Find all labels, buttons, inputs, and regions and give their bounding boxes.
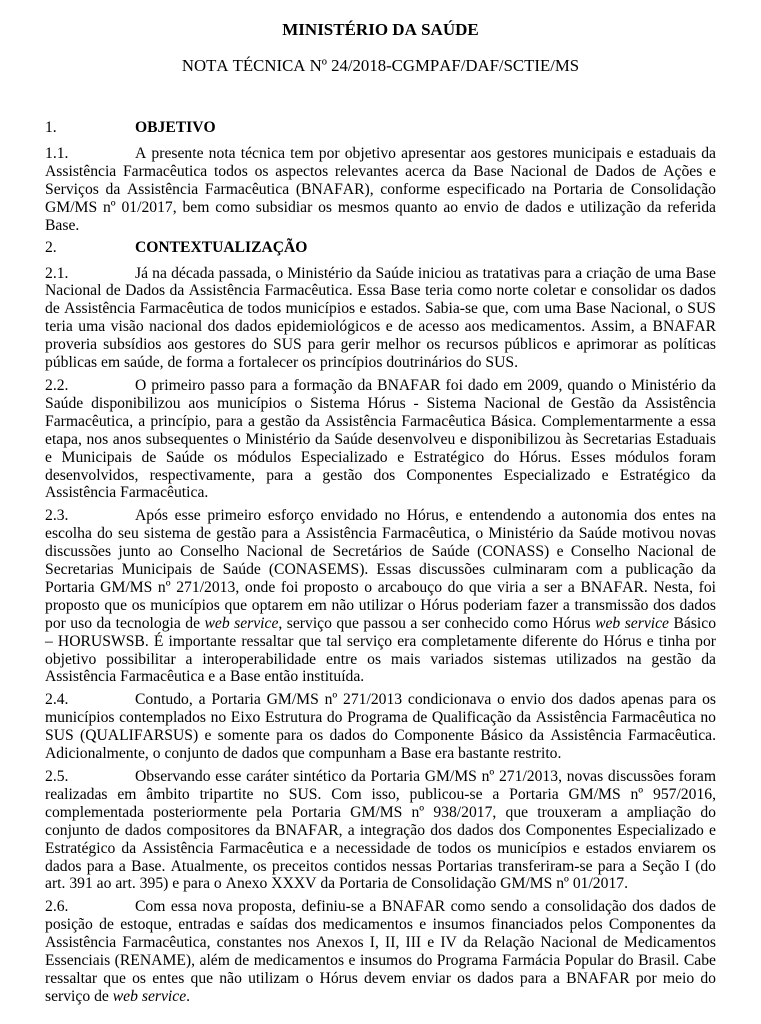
paragraph-text: Observando esse caráter sintético da Portaria GM/MS nº 271/2013, novas discussões foram realizadas em âmbito tripartite no SUS. Com isso, publicou-se a Portaria GM/MS nº 957/2016, complementada posteriormente pela Portaria GM/MS nº 938/2017, que trouxeram a ampliação do conjunto de dados compositores da BNAFAR, a integração dos dados dos Componentes Especializado e Estratégico da Assistência Farmacêutica e a necessidade de todos os municípios e estados enviarem os dados para a Base. Atualmente, os preceitos contidos nessas Portarias transferiram-se para a Seção I (do art. 391 ao art. 395) e para o Anexo XXXV da Portaria de Consolidação GM/MS nº 01/2017. (45, 768, 716, 893)
paragraph-number: 2.1. (45, 264, 69, 282)
paragraph-text: , serviço que passou a ser conhecido como Hórus (278, 614, 596, 632)
section-title: OBJETIVO (135, 119, 216, 136)
paragraph-2-1 (45, 265, 716, 372)
section-title: CONTEXTUALIZAÇÃO (135, 238, 308, 256)
paragraph-text: Já na década passada, o Ministério da Saúde iniciou as tratativas para a criação de uma Base Nacional de Dados da Assistência Farmacêutica. Essa Base teria como norte coletar e consolidar os dados de Assistência Farmacêutica de todos municípios e estados. Sabia-se que, com uma Base Nacional, o SUS teria uma visão nacional dos dados epidemiológicos e de acesso aos medicamentos. Assim, a BNAFAR proveria subsídios aos gestores do SUS para gerir melhor os recursos públicos e aprimorar as políticas públicas em saúde, de forma a fortalecer os princípios doutrinários do SUS. (45, 264, 716, 372)
italic-term: web service (112, 987, 187, 1005)
paragraph-1-1 (45, 145, 716, 235)
paragraph-2-6 (45, 898, 716, 1005)
paragraph-number: 2.3. (45, 507, 69, 525)
paragraph-2-4 (45, 691, 716, 763)
paragraph-text: Contudo, a Portaria GM/MS nº 271/2013 condicionava o envio dos dados apenas para os municípios contemplados no Eixo Estrutura do Programa de Qualificação da Assistência Farmacêutica no SUS (QUALIFARSUS) e somente para os dados do Componente Básico da Assistência Farmacêutica. Adicionalmente, o conjunto de dados que compunham a Base era bastante restrito. (45, 691, 716, 763)
paragraph-text: Básico – HORUSWSB. É importante ressaltar que tal serviço era completamente diferente do Hórus e tinha por objetivo possibilitar a interoperabilidade entre os mais variados sistemas utilizados na gestão da Assistência Farmacêutica e a Base então instituída. (45, 614, 717, 686)
paragraph-2-3 (45, 507, 716, 686)
italic-term: web service (595, 614, 669, 632)
paragraph-number: 2.2. (45, 376, 69, 394)
paragraph-text: Após esse primeiro esforço envidado no Hórus, e entendendo a autonomia dos entes na escolha do seu sistema de gestão para a Assistência Farmacêutica, o Ministério da Saúde motivou novas discussões junto ao Conselho Nacional de Secretários de Saúde (CONASS) e Conselho Nacional de Secretarias Municipais de Saúde (CONASEMS). Essas discussões culminaram com a publicação da Portaria GM/MS nº 271/2013, onde foi proposto o arcabouço do que viria a ser a BNAFAR. Nesta, foi proposto que os municípios que optarem em não utilizar o Hórus poderiam fazer a transmissão dos dados por uso da tecnologia de (45, 507, 716, 632)
paragraph-2-2 (45, 377, 716, 502)
paragraph-2-5 (45, 768, 716, 893)
paragraph-text: Com essa nova proposta, definiu-se a BNAFAR como sendo a consolidação dos dados de posição de estoque, entradas e saídas dos medicamentos e insumos financiados pelos Componentes da Assistência Farmacêutica, constantes nos Anexos I, II, III e IV da Relação Nacional de Medicamentos Essenciais (RENAME), além de medicamentos e insumos do Programa Farmácia Popular do Brasil. Cabe ressaltar que os entes que não utilizam o Hórus devem enviar os dados para a BNAFAR por meio do serviço de (45, 898, 716, 1005)
section-number: 2. (45, 238, 57, 256)
section-objetivo (45, 119, 716, 235)
paragraph-number: 1.1. (45, 145, 69, 162)
paragraph-text: A presente nota técnica tem por objetivo apresentar aos gestores municipais e estaduais da Assistência Farmacêutica todos os aspectos relevantes acerca da Base Nacional de Dados de Ações e Serviços da Assistência Farmacêutica (BNAFAR), conforme especificado na Portaria de Consolidação GM/MS nº 01/2017, bem como subsidiar os mesmos quanto ao envio de dados e utilização da referida Base. (45, 145, 716, 234)
section-heading (45, 239, 716, 257)
paragraph-text: O primeiro passo para a formação da BNAFAR foi dado em 2009, quando o Ministério da Saúde disponibilizou aos municípios o Sistema Hórus - Sistema Nacional de Gestão da Assistência Farmacêutica, a princípio, para a gestão da Assistência Farmacêutica Básica. Complementarmente a essa etapa, nos anos subsequentes o Ministério da Saúde desenvolveu e disponibilizou às Secretarias Estaduais e Municipais de Saúde os módulos Especializado e Estratégico do Hórus. Esses módulos foram desenvolvidos, respectivamente, para a gestão dos Componentes Especializado e Estratégico da Assistência Farmacêutica. (45, 376, 716, 502)
section-contextualizacao (45, 239, 716, 1006)
paragraph-number: 2.5. (45, 768, 69, 785)
section-heading (45, 119, 716, 137)
paragraph-text: . (186, 987, 191, 1005)
paragraph-number: 2.6. (45, 898, 69, 916)
technical-note-title: NOTA TÉCNICA Nº 24/2018-CGMPAF/DAF/SCTIE/MS (181, 56, 580, 75)
section-number: 1. (45, 119, 57, 136)
paragraph-number: 2.4. (45, 691, 69, 709)
italic-term: web service (204, 614, 279, 632)
document-body (45, 0, 716, 1006)
ministry-header: MINISTÉRIO DA SAÚDE (282, 20, 479, 39)
